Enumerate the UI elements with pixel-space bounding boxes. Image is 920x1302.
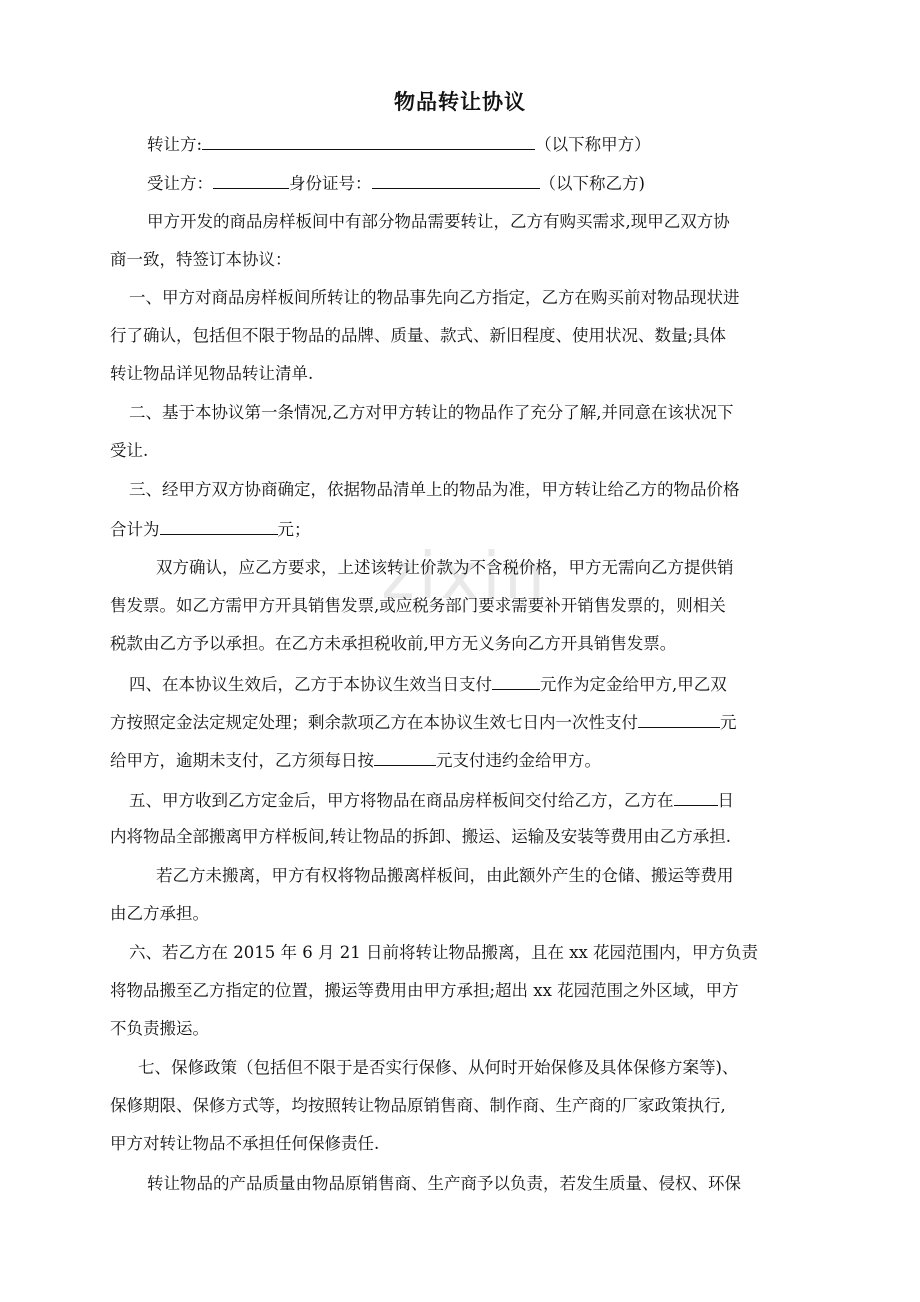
transferee-suffix: （以下称乙方) — [539, 174, 645, 193]
clause-7-line: 七、保修政策（包括但不限于是否实行保修、从何时开始保修及具体保修方案等)、 — [138, 1058, 739, 1077]
paragraph-line: 商一致，特签订本协议： — [110, 250, 292, 269]
clause-3-price-line — [110, 516, 311, 542]
clause-3-line: 三、经甲方双方协商确定，依据物品清单上的物品为准，甲方转让给乙方的物品价格 — [129, 480, 740, 499]
clause-1-line: 转让物品详见物品转让清单. — [110, 364, 314, 383]
clause-1-line: 一、甲方对商品房样板间所转让的物品事先向乙方指定，乙方在购买前对物品现状进 — [129, 288, 740, 307]
clause-5-text: 日 — [717, 791, 734, 810]
clause-4-text: 给甲方，逾期未支付，乙方须每日按 — [110, 751, 374, 770]
deposit-blank[interactable] — [492, 671, 540, 690]
document-title: 物品转让协议 — [394, 89, 526, 114]
clause-4-text: 元 — [720, 713, 737, 732]
quality-line: 转让物品的产品质量由物品原销售商、生产商予以负责，若发生质量、侵权、环保 — [147, 1174, 741, 1193]
clause-5-line: 若乙方未搬离，甲方有权将物品搬离样板间，由此额外产生的仓储、搬运等费用 — [156, 866, 734, 885]
clause-6-line: 六、若乙方在 2015 年 6 月 21 日前将转让物品搬离，且在 xx 花园范围内，甲方负责 — [129, 943, 759, 962]
id-label: 身份证号： — [289, 174, 372, 193]
price-unit: 元； — [277, 520, 311, 539]
clause-4-text: 元作为定金给甲方,甲乙双 — [540, 675, 727, 694]
paragraph-line: 甲方开发的商品房样板间中有部分物品需要转让，乙方有购买需求,现甲乙双方协 — [147, 212, 730, 231]
transferor-line — [147, 131, 651, 157]
tax-line: 双方确认，应乙方要求，上述该转让价款为不含税价格，甲方无需向乙方提供销 — [156, 558, 734, 577]
clause-4-line — [129, 671, 727, 697]
price-label: 合计为 — [110, 520, 160, 539]
price-blank[interactable] — [160, 516, 278, 535]
clause-2-line: 受让. — [110, 441, 149, 460]
clause-2-line: 二、基于本协议第一条情况,乙方对甲方转让的物品作了充分了解,并同意在该状况下 — [129, 403, 734, 422]
clause-4-text: 方按照定金法定规定处理；剩余款项乙方在本协议生效七日内一次性支付 — [110, 713, 638, 732]
clause-4-line — [110, 709, 737, 735]
balance-blank[interactable] — [638, 709, 720, 728]
tax-line: 税款由乙方予以承担。在乙方未承担税收前,甲方无义务向乙方开具销售发票。 — [110, 634, 677, 653]
clause-4-line — [110, 747, 601, 773]
tax-line: 售发票。如乙方需甲方开具销售发票,或应税务部门要求需要补开销售发票的，则相关 — [110, 596, 726, 615]
penalty-blank[interactable] — [374, 747, 436, 766]
transferor-suffix: （以下称甲方） — [535, 135, 651, 154]
clause-4-text: 四、在本协议生效后，乙方于本协议生效当日支付 — [129, 675, 492, 694]
clause-5-line: 由乙方承担。 — [110, 904, 209, 923]
days-blank[interactable] — [674, 787, 718, 806]
clause-1-line: 行了确认，包括但不限于物品的品牌、质量、款式、新旧程度、使用状况、数量;具体 — [110, 326, 727, 345]
transferor-blank[interactable] — [202, 131, 535, 150]
clause-6-line: 不负责搬运。 — [110, 1019, 209, 1038]
transferee-label: 受让方： — [147, 174, 213, 193]
id-number-blank[interactable] — [372, 170, 540, 189]
clause-4-text: 元支付违约金给甲方。 — [436, 751, 601, 770]
clause-7-line: 保修期限、保修方式等，均按照转让物品原销售商、制作商、生产商的厂家政策执行, — [110, 1096, 726, 1115]
transferee-line — [147, 170, 645, 196]
clause-7-line: 甲方对转让物品不承担任何保修责任. — [110, 1134, 380, 1153]
clause-5-line — [129, 787, 734, 813]
clause-5-text: 五、甲方收到乙方定金后，甲方将物品在商品房样板间交付给乙方，乙方在 — [129, 791, 674, 810]
clause-5-line: 内将物品全部搬离甲方样板间,转让物品的拆卸、搬运、运输及安装等费用由乙方承担. — [110, 827, 731, 846]
clause-6-line: 将物品搬至乙方指定的位置，搬运等费用由甲方承担;超出 xx 花园范围之外区域，甲方 — [110, 981, 739, 1000]
watermark: zixin — [381, 540, 549, 614]
transferor-label: 转让方: — [147, 135, 203, 154]
transferee-name-blank[interactable] — [213, 170, 289, 189]
